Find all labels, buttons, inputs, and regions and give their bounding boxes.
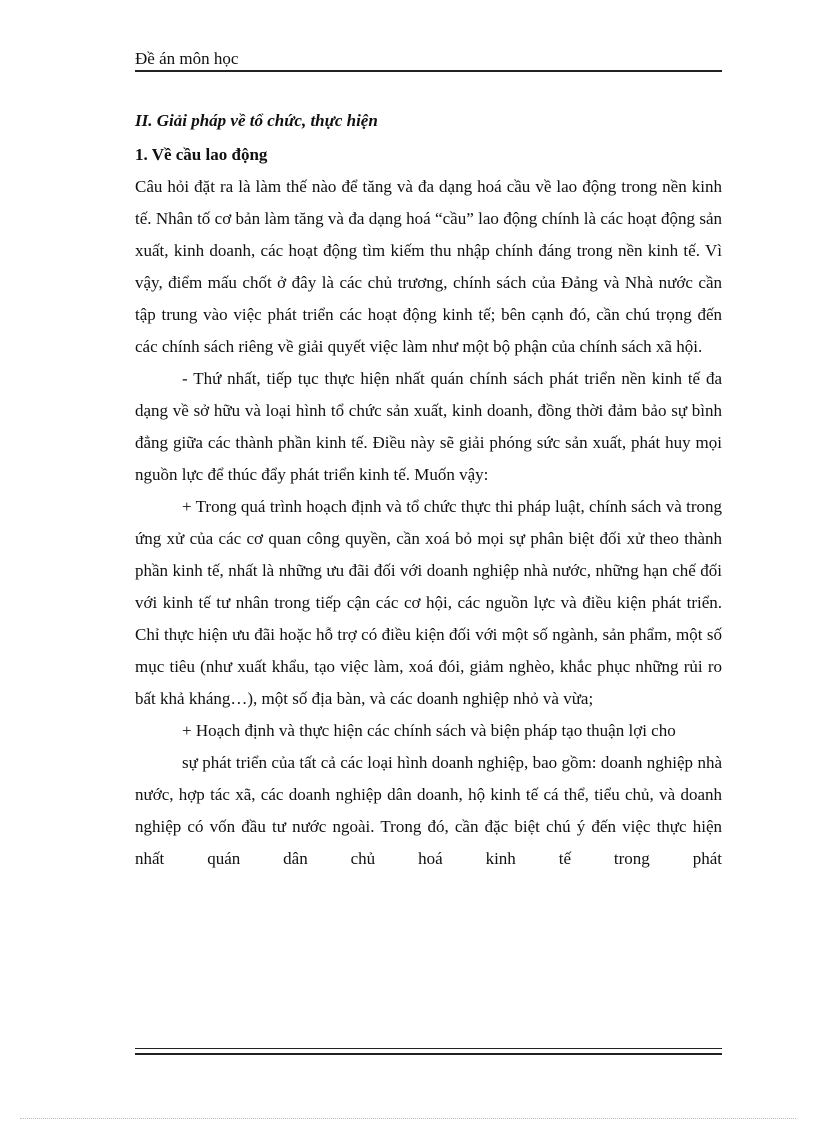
header-title: Đề án môn học (135, 49, 239, 68)
paragraph-intro: Câu hỏi đặt ra là làm thế nào để tăng và đa dạng hoá cầu về lao động trong nền kinh tế. Nhân tố cơ bản làm tăng và đa dạng hoá “cầu” lao động chính là các hoạt động sản xuất, kinh doanh, các hoạt động tìm kiếm thu nhập chính đáng trong nền kinh tế. Vì vậy, điểm mấu chốt ở đây là các chủ trương, chính sách của Đảng và Nhà nước cần tập trung vào việc phát triển các hoạt động kinh tế; bên cạnh đó, cần chú trọng đến các chính sách riêng về giải quyết việc làm như một bộ phận của chính sách xã hội. (135, 177, 722, 356)
subsection-title: 1. Về cầu lao động (135, 145, 268, 164)
page-content (135, 109, 722, 875)
page-bottom-edge (20, 1118, 796, 1119)
section-title: II. Giải pháp về tổ chức, thực hiện (135, 111, 378, 130)
paragraph-first-point: - Thứ nhất, tiếp tục thực hiện nhất quán chính sách phát triển nền kinh tế đa dạng về sở hữu và loại hình tổ chức sản xuất, kinh doanh, đồng thời đảm bảo sự bình đẳng giữa các thành phần kinh tế. Điều này sẽ giải phóng sức sản xuất, phát huy mọi nguồn lực để thúc đẩy phát triển kinh tế. Muốn vậy: (135, 369, 722, 484)
paragraph-continuation: sự phát triển của tất cả các loại hình doanh nghiệp, bao gồm: doanh nghiệp nhà nước, hợp tác xã, các doanh nghiệp dân doanh, hộ kinh tế cá thể, tiểu chủ, và doanh nghiệp có vốn đầu tư nước ngoài. Trong đó, cần đặc biệt chú ý đến việc thực hiện nhất quán dân chủ hoá kinh tế trong phát (135, 753, 722, 868)
paragraph-bullet-2: + Hoạch định và thực hiện các chính sách và biện pháp tạo thuận lợi cho (182, 721, 676, 740)
paragraph-bullet-1: + Trong quá trình hoạch định và tổ chức thực thi pháp luật, chính sách và trong ứng xử của các cơ quan công quyền, cần xoá bỏ mọi sự phân biệt đối xử theo thành phần kinh tế, nhất là những ưu đãi đối với doanh nghiệp nhà nước, những hạn chế đối với kinh tế tư nhân trong tiếp cận các cơ hội, các nguồn lực và điều kiện phát triển. Chỉ thực hiện ưu đãi hoặc hỗ trợ có điều kiện đối với một số ngành, sản phẩm, một số mục tiêu (như xuất khẩu, tạo việc làm, xoá đói, giảm nghèo, khắc phục những rủi ro bất khả kháng…), một số địa bàn, và các doanh nghiệp nhỏ và vừa; (135, 497, 722, 708)
header-rule (135, 70, 722, 72)
footer-double-rule (135, 1048, 722, 1055)
